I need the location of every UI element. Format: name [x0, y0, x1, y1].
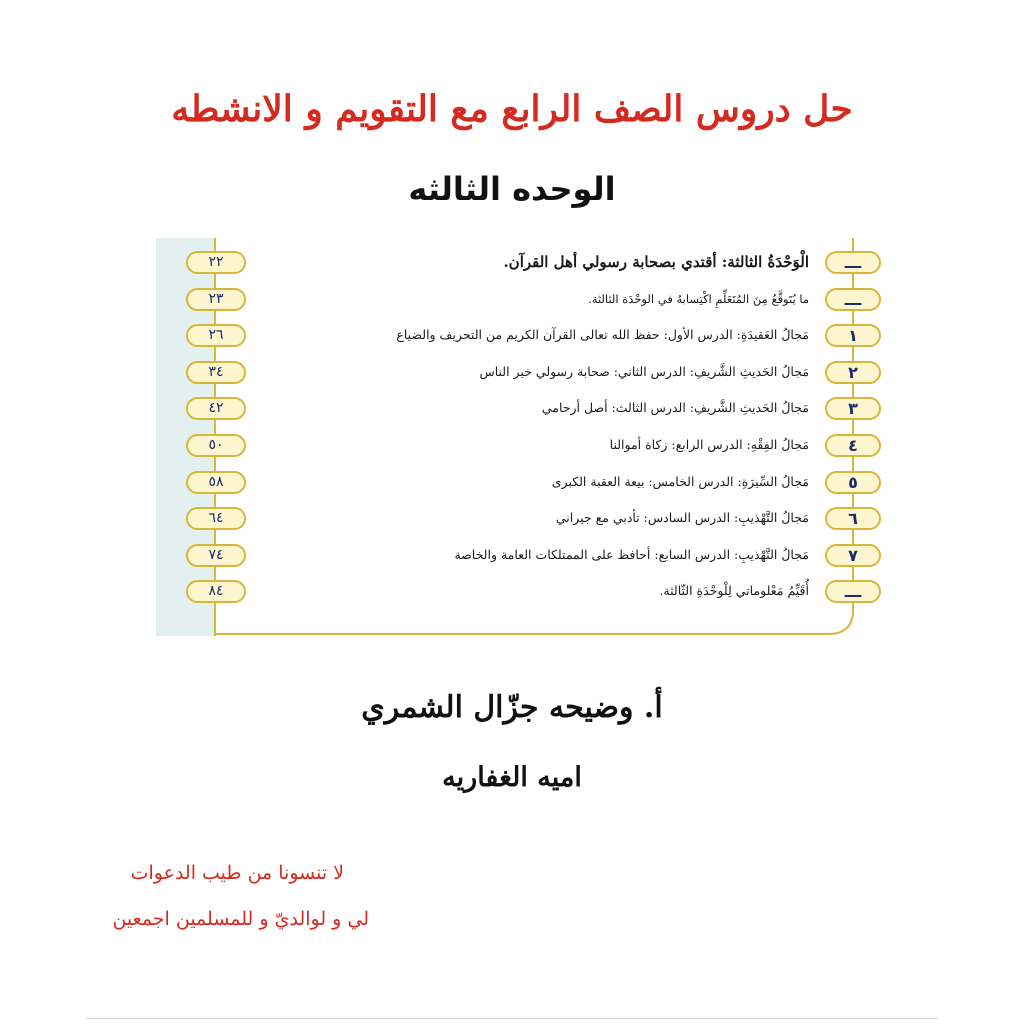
lesson-title: مَجالُ العَقيدَةِ: الدرس الأول: حفظ الله تعالى القرآن الكريم من التحريف والضياع [396, 327, 809, 343]
lesson-title: مَجالُ التَّهْذيبِ: الدرس السابع: أحافظ على الممتلكات العامة والخاصة [454, 546, 809, 562]
toc-row [156, 281, 889, 317]
lesson-number-badge: ٥ [825, 471, 881, 494]
lesson-title: الْوَحْدَةُ الثالثة: أقتدي بصحابة رسولي أهل القرآن. [503, 253, 809, 271]
lesson-number-badge: ٦ [825, 507, 881, 530]
lesson-title: ما يُتَوقَّعُ مِنَ المُتَعَلِّمِ اكْتِسابهُ في الوحْدَة الثالثة. [588, 291, 809, 306]
page-number-badge: ٦٤ [186, 507, 246, 530]
toc-row [156, 573, 889, 609]
author-name: أ. وضيحه جزّال الشمري [361, 690, 663, 725]
lesson-title: مَجالُ الحَديثِ الشَّريفِ: الدرس الثالث: أصل أرحامي [541, 400, 809, 416]
lesson-number-badge: ٣ [825, 397, 881, 420]
page-number-badge: ٢٢ [186, 251, 246, 274]
lesson-number-badge: ١ [825, 324, 881, 347]
page-number-badge: ٨٤ [186, 580, 246, 603]
toc-row [156, 500, 889, 536]
toc-row [156, 244, 889, 280]
toc-row [156, 354, 889, 390]
toc-row [156, 317, 889, 353]
lesson-number-badge: ٧ [825, 544, 881, 567]
lesson-title: مَجالُ السِّيرَةِ: الدرس الخامس: بيعة العقبة الكبرى [551, 473, 809, 489]
toc-row [156, 390, 889, 426]
page-number-badge: ٢٦ [186, 324, 246, 347]
toc-row [156, 464, 889, 500]
page-number-badge: ٢٣ [186, 288, 246, 311]
school-name: اميه الغفاريه [442, 762, 582, 793]
bottom-divider [86, 1018, 938, 1019]
lesson-number-badge: ٤ [825, 434, 881, 457]
page-number-badge: ٥٨ [186, 471, 246, 494]
lesson-title: مَجالُ الحَديثِ الشَّريفِ: الدرس الثاني: صحابة رسولي خير الناس [479, 363, 809, 379]
lesson-title: أُقَيِّمُ مَعْلوماتي لِلْوحْدَةِ الثّالثة. [659, 583, 809, 599]
dua-line-2: لي و لوالديّ و للمسلمين اجمعين [112, 908, 369, 930]
table-of-contents [156, 238, 889, 636]
lesson-number-badge: ـــ [825, 580, 881, 603]
page-number-badge: ٣٤ [186, 361, 246, 384]
unit-subtitle: الوحده الثالثه [408, 170, 616, 208]
lesson-number-badge: ٢ [825, 361, 881, 384]
page-number-badge: ٧٤ [186, 544, 246, 567]
page-number-badge: ٤٢ [186, 397, 246, 420]
lesson-title: مَجالُ الفِقْهِ: الدرس الرابع: زكاة أموالنا [609, 437, 809, 452]
page-number-badge: ٥٠ [186, 434, 246, 457]
dua-line-1: لا تنسونا من طيب الدعوات [130, 862, 344, 884]
lesson-number-badge: ـــ [825, 251, 881, 274]
lesson-number-badge: ـــ [825, 288, 881, 311]
toc-row [156, 537, 889, 573]
lesson-title: مَجالُ التَّهْذيبِ: الدرس السادس: تأدبي مع جيراني [555, 510, 809, 526]
toc-row [156, 427, 889, 463]
page-title: حل دروس الصف الرابع مع التقويم و الانشطه [171, 88, 853, 130]
